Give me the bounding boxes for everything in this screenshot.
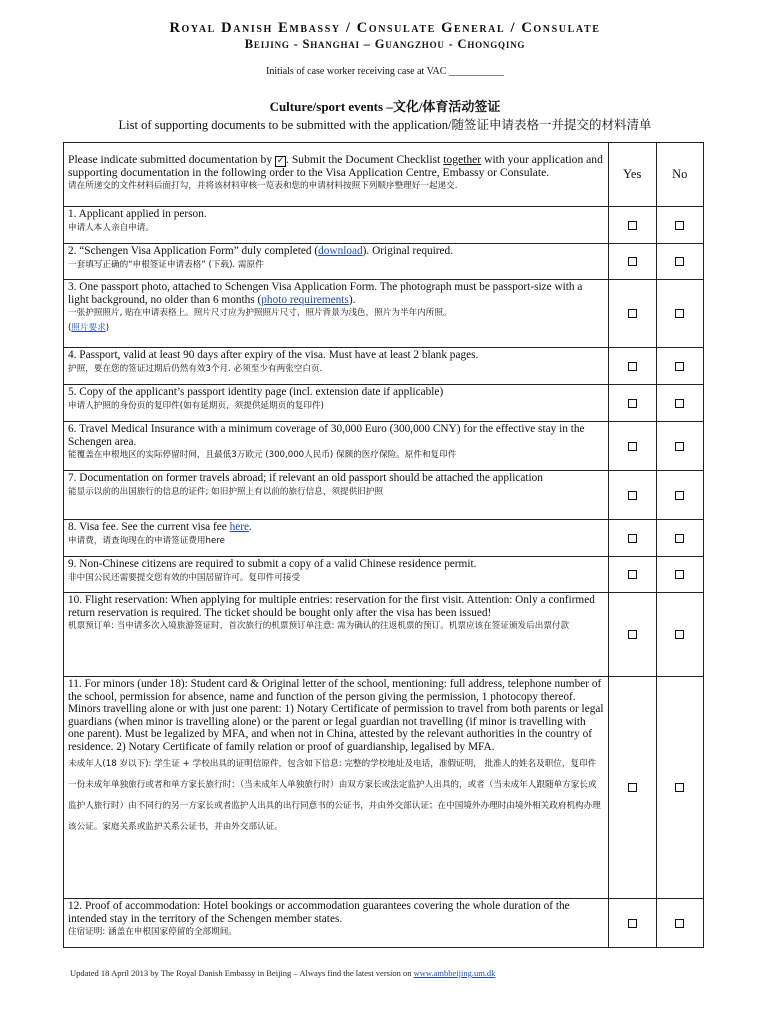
item-6-cell [64, 422, 609, 471]
item-12-cell [64, 899, 609, 948]
checkbox-icon[interactable] [628, 570, 637, 579]
download-link[interactable]: download [318, 245, 363, 257]
photo-requirements-link[interactable]: photo requirements [261, 293, 349, 306]
item-4-cn: 护照，要在您的签证过期后仍然有效3个月. 必须至少有两张空白页. [68, 363, 323, 374]
item-6-yes[interactable] [609, 422, 657, 471]
document-title: Culture/sport events –文化/体育活动签证 [269, 99, 501, 114]
table-row [64, 207, 704, 244]
item-11-text: 11. For minors (under 18): Student card & Original letter of the school, mentioning: full address, telephone number of the school, permission for absence, name and function of the person giving the permission, 1 photocopy thereof. [68, 678, 602, 703]
item-5-cn: 申请人护照的身份页的复印件(如有延期页，须提供延期页的复印件) [68, 400, 324, 411]
table-row [64, 593, 704, 677]
item-3-cell [64, 280, 609, 348]
visa-fee-link[interactable]: here [229, 521, 250, 533]
document-checklist-table [63, 142, 704, 948]
item-6-cn: 能覆盖在申根地区的实际停留时间，且最低3万欧元 (300,000人民币) 保额的医疗保险。原件和复印件 [68, 450, 457, 461]
table-row [64, 422, 704, 471]
checkbox-icon[interactable] [628, 399, 637, 408]
item-8-cn: 申请费，请查询现在的申请签证费用here [68, 535, 225, 546]
checkbox-icon[interactable] [628, 630, 637, 639]
checkbox-icon[interactable] [675, 257, 684, 266]
instructions-cn: 请在所递交的文件材料后面打勾，并将该材料审核一览表和您的申请材料按照下列顺序整理好一起递交. [68, 181, 458, 192]
item-12-text: 12. Proof of accommodation: Hotel bookings or accommodation guarantees covering the whole duration of the intended stay in the territory of the Schengen member states. [68, 900, 570, 925]
item-9-text: 9. Non-Chinese citizens are required to submit a copy of a valid Chinese residence permit. [68, 558, 477, 570]
item-7-cn: 能显示以前的出国旅行的信息的证件; 如旧护照上有以前的旅行信息，须提供旧护照 [68, 486, 384, 497]
item-12-yes[interactable] [609, 899, 657, 948]
item-8-yes[interactable] [609, 520, 657, 557]
table-row [64, 244, 704, 280]
checkbox-icon[interactable] [628, 919, 637, 928]
item-12-no[interactable] [656, 899, 704, 948]
item-7-yes[interactable] [609, 471, 657, 520]
item-3-yes[interactable] [609, 280, 657, 348]
item-8-no[interactable] [656, 520, 704, 557]
item-1-no[interactable] [656, 207, 704, 244]
table-row [64, 677, 704, 899]
item-4-yes[interactable] [609, 348, 657, 385]
item-5-yes[interactable] [609, 385, 657, 422]
table-row [64, 385, 704, 422]
embassy-website-link[interactable]: www.ambbeijing.um.dk [413, 968, 496, 978]
item-10-no[interactable] [656, 593, 704, 677]
footer [70, 968, 495, 978]
item-8-text-end: . [249, 521, 252, 533]
instructions-cell [64, 143, 609, 207]
item-10-cn: 机票预订单: 当申请多次入境旅游签证时，首次旅行的机票预订单注意: 需为确认的往返机票的预订。机票应该在签证颁发后出票付款 [68, 621, 570, 632]
table-row [64, 471, 704, 520]
item-11-no[interactable] [656, 677, 704, 899]
item-10-yes[interactable] [609, 593, 657, 677]
document-subtitle: List of supporting documents to be submitted with the application/随签证申请表格一并提交的材料清单 [118, 118, 652, 132]
checkbox-icon[interactable] [628, 783, 637, 792]
checkbox-icon[interactable] [628, 257, 637, 266]
checkbox-icon[interactable] [628, 491, 637, 500]
item-11-yes[interactable] [609, 677, 657, 899]
paren-open: ( [68, 323, 72, 334]
checkbox-icon[interactable] [675, 570, 684, 579]
together-text: together [443, 152, 482, 166]
item-7-no[interactable] [656, 471, 704, 520]
item-11-cell [64, 677, 609, 899]
item-9-cn: 非中国公民还需要提交您有效的中国居留许可。复印件可接受 [68, 572, 301, 583]
checkbox-icon[interactable] [675, 309, 684, 318]
table-row [64, 348, 704, 385]
item-2-yes[interactable] [609, 244, 657, 280]
item-2-cn: 一套填写正确的“申根签证申请表格” (下载). 需原件 [68, 259, 264, 270]
checkbox-icon[interactable] [628, 534, 637, 543]
item-5-no[interactable] [656, 385, 704, 422]
item-4-cell [64, 348, 609, 385]
item-4-text: 4. Passport, valid at least 90 days after expiry of the visa. Must have at least 2 blank pages. [68, 349, 479, 361]
item-3-cn: 一张护照照片, 贴在申请表格上。照片尺寸应为护照照片尺寸，照片背景为浅色，照片为半年内所照。 [68, 308, 452, 319]
item-1-cell [64, 207, 609, 244]
table-row [64, 557, 704, 593]
paren-close: ) [105, 323, 110, 334]
item-10-text: 10. Flight reservation: When applying for multiple entries: reservation for the first visit. Attention: Only a confirmed return reservation is required. The ticket should be bought only after the visa has been issued! [68, 594, 595, 619]
table-row [64, 899, 704, 948]
item-10-cell [64, 593, 609, 677]
embassy-cities: Beijing - Shanghai – Guangzhou - Chongqing [244, 37, 526, 51]
checkbox-icon[interactable] [675, 919, 684, 928]
table-header-row [64, 143, 704, 207]
checkbox-icon[interactable] [628, 442, 637, 451]
instructions-text-2: . Submit the Document Checklist [286, 152, 444, 166]
item-2-text: 2. “Schengen Visa Application Form” duly completed ( [68, 245, 319, 257]
item-6-no[interactable] [656, 422, 704, 471]
item-5-text: 5. Copy of the applicant’s passport identity page (incl. extension date if applicable) [68, 386, 444, 398]
no-column-header: No [656, 143, 704, 207]
item-9-no[interactable] [656, 557, 704, 593]
checkbox-icon[interactable] [675, 442, 684, 451]
item-9-yes[interactable] [609, 557, 657, 593]
item-9-cell [64, 557, 609, 593]
checkmark-icon: ✓ [276, 155, 285, 166]
table-row [64, 520, 704, 557]
checkbox-icon[interactable] [675, 534, 684, 543]
embassy-name: Royal Danish Embassy / Consulate General / Consulate [169, 20, 601, 36]
item-1-text: 1. Applicant applied in person. [68, 208, 207, 220]
item-1-cn: 申请人本人亲自申请。 [68, 222, 154, 233]
checkbox-icon[interactable] [628, 362, 637, 371]
checkbox-icon[interactable] [628, 221, 637, 230]
item-8-text: 8. Visa fee. See the current visa fee [68, 521, 230, 533]
item-8-cell [64, 520, 609, 557]
item-1-yes[interactable] [609, 207, 657, 244]
table-row [64, 280, 704, 348]
item-2-cell [64, 244, 609, 280]
checkbox-icon[interactable] [675, 491, 684, 500]
item-5-cell [64, 385, 609, 422]
item-7-text: 7. Documentation on former travels abroad; if relevant an old passport should be attached the application [68, 472, 543, 484]
item-3-no[interactable] [656, 280, 704, 348]
checkbox-icon[interactable] [675, 399, 684, 408]
embassy-header [0, 20, 770, 51]
footer-text: Updated 18 April 2013 by The Royal Danish Embassy in Beijing – Always find the latest version on [70, 968, 414, 978]
item-6-text: 6. Travel Medical Insurance with a minimum coverage of 30,000 Euro (300,000 CNY) for the effective stay in the Schengen area. [68, 423, 585, 448]
item-4-no[interactable] [656, 348, 704, 385]
item-2-text-end: ). Original required. [362, 245, 454, 257]
checkbox-icon[interactable] [675, 362, 684, 371]
item-3-text: 3. One passport photo, attached to Schengen Visa Application Form. The photograph must be passport-size with a light background, no older than 6 months ( [68, 281, 583, 306]
yes-column-header: Yes [609, 143, 657, 207]
checkbox-icon[interactable] [675, 221, 684, 230]
case-worker-initials: Initials of case worker receiving case at VAC ___________ [266, 66, 504, 77]
item-2-no[interactable] [656, 244, 704, 280]
checkbox-icon[interactable] [675, 783, 684, 792]
item-11-cn: 未成年人(18 岁以下): 学生证 + 学校出具的证明信原件，包含如下信息: 完整的学校地址及电话，准假证明， 批准人的姓名及职位，复印件一份未成年单独旅行或者和单方家长旅行时：（当未成年人单独旅行时）由双方家长或法定监护人出具的，或者（当未成年人跟随单方家长或监护人旅行时）由不同行的另一方家长或者监护人出具的出行同意书的公证书，并由外交部认证；在中国境外办理时由境外相关政府机构办理该公证。家庭关系或监护关系公证书，并由外交部认证。 [68, 758, 601, 832]
item-11-text-2: Minors travelling alone or with just one parent: 1) Notary Certificate of permission to travel from both parents or legal guardians (when minor is travelling alone) or the parent or legal guardian not travelling (if minor is travelling with one parent). Must be legalized by MFA, and when not in China, attested by the relevant authorities in the country of residence. 2) Notary Certificate of family relation or proof of guardianship, legalised by MFA. [68, 703, 604, 753]
photo-requirements-cn-link[interactable]: 照片要求 [71, 323, 106, 334]
checkbox-icon[interactable] [628, 309, 637, 318]
item-3-text-end: ). [348, 293, 356, 306]
checkbox-icon[interactable] [675, 630, 684, 639]
instructions-text: Please indicate submitted documentation by [68, 152, 276, 166]
item-12-cn: 住宿证明: 涵盖在申根国家停留的全部期间。 [68, 927, 237, 938]
item-7-cell [64, 471, 609, 520]
instructions-text-3: with your application and supporting documentation in the following order to the Visa Application Centre, Embassy or Consulate. [68, 152, 603, 179]
